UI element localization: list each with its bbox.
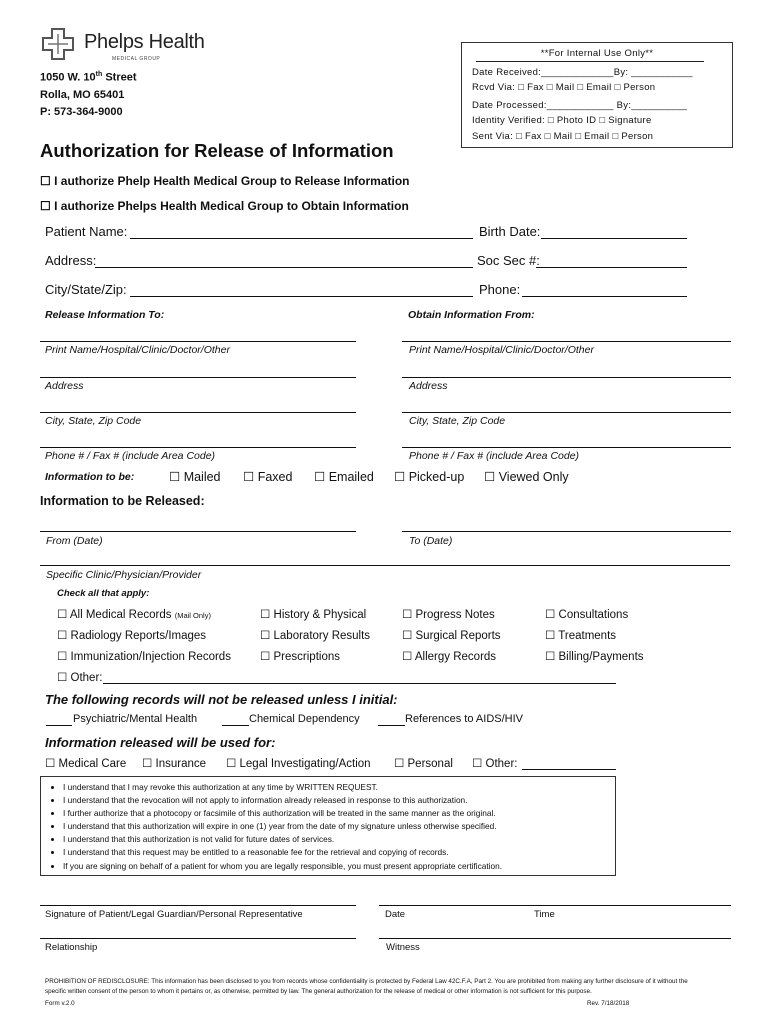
- identity-verified: Identity Verified: □ Photo ID □ Signature: [472, 115, 652, 126]
- obtain-name-field[interactable]: [402, 341, 731, 342]
- obtain-address-field[interactable]: [402, 377, 731, 378]
- phone-field[interactable]: [522, 296, 687, 297]
- city-state-zip-label: City/State/Zip:: [45, 282, 127, 297]
- record-immunization[interactable]: ☐ Immunization/Injection Records: [57, 651, 231, 663]
- use-other-field[interactable]: [522, 769, 616, 770]
- ssn-label: Soc Sec #:: [477, 253, 540, 268]
- specific-provider-caption: Specific Clinic/Physician/Provider: [46, 569, 202, 581]
- record-prescriptions[interactable]: ☐ Prescriptions: [260, 651, 340, 663]
- use-other[interactable]: ☐ Other:: [472, 758, 518, 770]
- revision-date: Rev. 7/18/2018: [587, 1000, 630, 1007]
- obtain-address-caption: Address: [409, 380, 448, 392]
- delivery-emailed[interactable]: ☐ Emailed: [314, 470, 374, 484]
- date-processed: Date Processed:____________ By:__________: [472, 100, 688, 111]
- authorize-obtain-label: I authorize Phelps Health Medical Group to Obtain Information: [54, 199, 409, 213]
- release-to-heading: Release Information To:: [45, 309, 165, 321]
- ssn-field[interactable]: [536, 267, 687, 268]
- authorize-release-row[interactable]: [40, 174, 410, 188]
- term-item: • I further authorize that a photocopy or facsimile of this authorization will be treated in the same manner as the original.: [63, 807, 615, 820]
- delivery-picked-up[interactable]: ☐ Picked-up: [394, 470, 465, 484]
- use-heading: Information released will be used for:: [45, 735, 276, 750]
- term-item: • I understand that this authorization will expire in one (1) year from the date of my signature unless otherwise specified.: [63, 820, 615, 833]
- from-date-field[interactable]: [40, 531, 356, 532]
- form-version: Form v.2.0: [45, 1000, 75, 1007]
- birth-date-field[interactable]: [541, 238, 687, 239]
- obtain-from-heading: Obtain Information From:: [408, 309, 535, 321]
- record-other[interactable]: ☐ Other:: [57, 672, 103, 684]
- obtain-phone-caption: Phone # / Fax # (include Area Code): [409, 450, 580, 462]
- address-line1: 1050 W. 10th Street: [40, 71, 137, 84]
- address-field[interactable]: [95, 267, 473, 268]
- date-field[interactable]: [379, 905, 531, 906]
- to-date-caption: To (Date): [409, 535, 453, 547]
- delivery-mailed[interactable]: ☐ Mailed: [169, 470, 221, 484]
- checkbox-icon[interactable]: ☐: [40, 174, 51, 188]
- obtain-csz-caption: City, State, Zip Code: [409, 415, 506, 427]
- record-laboratory[interactable]: ☐ Laboratory Results: [260, 630, 371, 642]
- rcvd-via: Rcvd Via: □ Fax □ Mail □ Email □ Person: [472, 82, 656, 93]
- relationship-field[interactable]: [40, 938, 356, 939]
- record-allergy[interactable]: ☐ Allergy Records: [402, 651, 497, 663]
- record-treatments[interactable]: ☐ Treatments: [545, 630, 617, 642]
- term-item: • I understand that the revocation will not apply to information already released in response to this authorization.: [63, 794, 615, 807]
- from-date-caption: From (Date): [46, 535, 103, 547]
- relationship-caption: Relationship: [45, 942, 98, 953]
- release-phone-field[interactable]: [40, 447, 356, 448]
- to-date-field[interactable]: [402, 531, 731, 532]
- chem-initial-field[interactable]: [222, 725, 249, 726]
- signature-caption: Signature of Patient/Legal Guardian/Personal Representative: [45, 909, 303, 920]
- address-phone: P: 573-364-9000: [40, 105, 123, 118]
- witness-field[interactable]: [379, 938, 731, 939]
- terms-box: [40, 776, 616, 876]
- use-medical-care[interactable]: ☐ Medical Care: [45, 758, 127, 770]
- time-field[interactable]: [528, 905, 731, 906]
- release-csz-field[interactable]: [40, 412, 356, 413]
- logo: [40, 26, 210, 66]
- city-state-zip-field[interactable]: [130, 296, 473, 297]
- term-item: • I understand that this request may be entitled to a reasonable fee for the retrieval and copying of records.: [63, 846, 615, 859]
- obtain-phone-field[interactable]: [402, 447, 731, 448]
- patient-name-field[interactable]: [130, 238, 473, 239]
- chem-label: Chemical Dependency: [249, 713, 360, 725]
- record-radiology[interactable]: ☐ Radiology Reports/Images: [57, 630, 207, 642]
- release-address-field[interactable]: [40, 377, 356, 378]
- delivery-faxed[interactable]: ☐ Faxed: [243, 470, 293, 484]
- sent-via: Sent Via: □ Fax □ Mail □ Email □ Person: [472, 131, 654, 142]
- address-label: Address:: [45, 253, 97, 268]
- internal-header-rule: [476, 61, 704, 62]
- brand-name: Phelps Health: [84, 31, 205, 53]
- record-progress-notes[interactable]: ☐ Progress Notes: [402, 609, 495, 621]
- term-item: • If you are signing on behalf of a patient for whom you are legally responsible, you must present appropriate certification.: [63, 860, 615, 873]
- checkbox-icon[interactable]: ☐: [40, 199, 51, 213]
- delivery-viewed-only[interactable]: ☐ Viewed Only: [484, 470, 569, 484]
- term-item: • I understand that I may revoke this authorization at any time by WRITTEN REQUEST.: [63, 781, 615, 794]
- date-received: Date Received:_____________By: ___________: [472, 67, 693, 78]
- psych-label: Psychiatric/Mental Health: [73, 713, 198, 725]
- obtain-name-caption: Print Name/Hospital/Clinic/Doctor/Other: [409, 344, 594, 356]
- psych-initial-field[interactable]: [46, 725, 72, 726]
- time-caption: Time: [534, 909, 555, 920]
- internal-header: **For Internal Use Only**: [540, 48, 654, 59]
- record-billing[interactable]: ☐ Billing/Payments: [545, 651, 644, 663]
- phelps-cross-icon: [40, 26, 76, 62]
- aids-label: References to AIDS/HIV: [405, 713, 523, 725]
- witness-caption: Witness: [386, 942, 420, 953]
- prohibition-notice: PROHIBITION OF REDISCLOSURE: This information has been disclosed to you from records whose confidentiality is protected by Federal Law 42C.F.A, Part 2. You are prohibited from making any further disclosure of it without the specific written consent of the person to whom it pertains or, as otherwise, permitted by law. The general authorization for the release of medical or other information is not sufficient for this purpose.: [45, 978, 688, 995]
- record-surgical[interactable]: ☐ Surgical Reports: [402, 630, 501, 642]
- authorize-release-label: I authorize Phelp Health Medical Group to Release Information: [54, 174, 410, 188]
- patient-name-label: Patient Name:: [45, 224, 128, 239]
- record-all-medical[interactable]: ☐ All Medical Records (Mail Only): [57, 609, 211, 621]
- aids-initial-field[interactable]: [378, 725, 405, 726]
- phone-label: Phone:: [479, 282, 521, 297]
- date-caption: Date: [385, 909, 406, 920]
- internal-use-box: [461, 42, 733, 148]
- release-name-caption: Print Name/Hospital/Clinic/Doctor/Other: [45, 344, 230, 356]
- delivery-label: Information to be:: [45, 471, 135, 483]
- release-name-field[interactable]: [40, 341, 356, 342]
- clinic-address: [40, 66, 137, 121]
- obtain-csz-field[interactable]: [402, 412, 731, 413]
- address-line2: Rolla, MO 65401: [40, 88, 125, 101]
- release-phone-caption: Phone # / Fax # (include Area Code): [45, 450, 216, 462]
- brand-sub: MEDICAL GROUP: [112, 56, 161, 62]
- form-title: Authorization for Release of Information: [40, 140, 394, 161]
- release-csz-caption: City, State, Zip Code: [45, 415, 142, 427]
- specific-provider-field[interactable]: [40, 565, 730, 566]
- use-personal[interactable]: ☐ Personal: [394, 758, 453, 770]
- released-heading: Information to be Released:: [40, 494, 205, 508]
- record-consultations[interactable]: ☐ Consultations: [545, 609, 629, 621]
- term-item: • I understand that this authorization is not valid for future dates of services.: [63, 833, 615, 846]
- check-all-label: Check all that apply:: [57, 588, 150, 599]
- use-legal[interactable]: ☐ Legal Investigating/Action: [226, 758, 371, 770]
- authorize-obtain-row[interactable]: [40, 199, 409, 213]
- record-history-physical[interactable]: ☐ History & Physical: [260, 609, 367, 621]
- initial-heading: The following records will not be released unless I initial:: [45, 692, 398, 707]
- terms-list: [41, 781, 615, 873]
- use-insurance[interactable]: ☐ Insurance: [142, 758, 207, 770]
- record-other-field[interactable]: [103, 683, 616, 684]
- release-address-caption: Address: [45, 380, 84, 392]
- birth-date-label: Birth Date:: [479, 224, 541, 239]
- signature-field[interactable]: [40, 905, 356, 906]
